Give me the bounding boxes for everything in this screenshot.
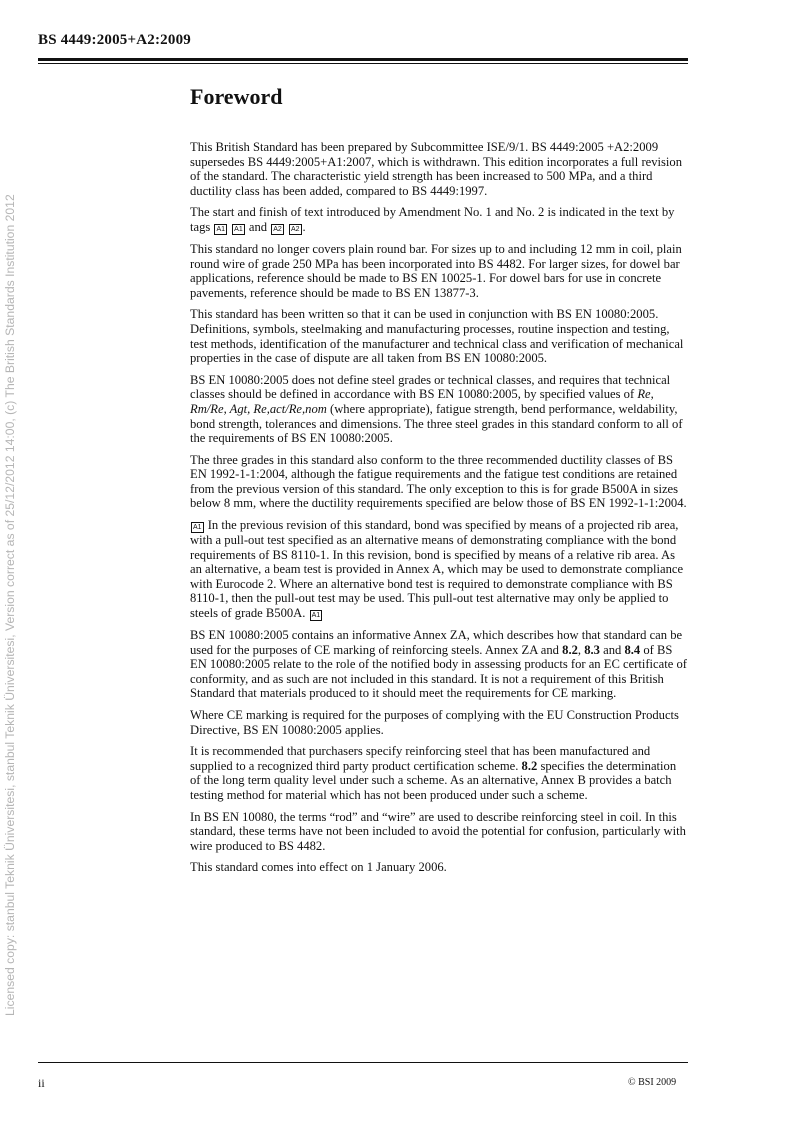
clause-ref: 8.2: [521, 758, 538, 773]
paragraph-6: The three grades in this standard also conform to the three recommended ductility classes of BS EN 1992-1-1:2004, although the fatigue requirements and the fatigue test conditions are retained from the previous version of this standard. The only exception to this is for grade B500A in sizes below 8 mm, where the ductility requirements specified are below those of BS EN 1992-1-1:2004.: [190, 452, 687, 511]
paragraph-10: [190, 744, 688, 802]
a2-close-tag: A2: [290, 225, 300, 233]
a1-close-tag: A1: [234, 225, 243, 233]
paragraph-9: Where CE marking is required for the purposes of complying with the EU Construction Products Directive, BS EN 10080:2005 applies.: [190, 708, 679, 737]
clause-ref: 8.4: [624, 642, 641, 657]
header-rule-thick: [38, 58, 688, 61]
a1-open-tag: A1: [193, 524, 202, 532]
paragraph-1: This British Standard has been prepared by Subcommittee ISE/9/1. BS 4449:2005 +A2:2009 supersedes BS 4449:2005+A1:2007, which is withdrawn. This edition incorporates a full revision of the standard. The characteristic yield strength has been increased to 500 MPa, and a third ductility class has been added, compared to BS 4449:1997.: [190, 140, 683, 198]
paragraph-8-and: and: [603, 642, 622, 657]
page-title: Foreword: [190, 84, 283, 109]
footer-page-number: ii: [38, 1076, 45, 1090]
foreword-body: [190, 140, 688, 882]
clause-ref: 8.3: [584, 642, 600, 657]
paragraph-3: This standard no longer covers plain round bar. For sizes up to and including 12 mm in coil, plain round wire of grade 250 MPa has been incorporated into BS 4482. For larger sizes, for dowel bar applications, reference should be made to BS EN 10025-1. For dowel bars for use in concrete pavements, reference should be made to BS EN 13877-3.: [190, 241, 682, 300]
footer-rule: [38, 1062, 688, 1063]
paragraph-8: [190, 628, 688, 701]
license-watermark: Licensed copy: stanbul Teknik Üniversitesi, stanbul Teknik Üniversitesi, Version correct as of 25/12/2012 14:00, (c) The British Standards Institution 2012: [3, 194, 17, 1016]
paragraph-2-text: The start and finish of text introduced by Amendment No. 1 and No. 2 is indicated in the text by tags: [190, 205, 675, 234]
paragraph-10-text-a: It is recommended that purchasers specify reinforcing steel that has been manufactured and supplied to a recognized third party product certification scheme.: [190, 744, 651, 773]
paragraph-8-text-b: of BS EN 10080:2005 relate to the role of the notified body in assessing products for an EC certificate of conformity, and as such are not included in this standard. It is not a requirement of this British Standard that materials produced to it should meet the requirements for CE marking.: [190, 642, 687, 701]
header-standard-id: BS 4449:2005+A2:2009: [38, 32, 191, 48]
paragraph-11: In BS EN 10080, the terms “rod” and “wire” are used to describe reinforcing steel in coil. In this standard, these terms have not been included to avoid the potential for confusion, particularly with wire produced to BS 4482.: [190, 809, 686, 853]
paragraph-2: [190, 205, 688, 235]
paragraph-7: [190, 518, 688, 621]
a1-open-tag: A1: [216, 225, 226, 233]
a2-open-tag: A2: [273, 225, 282, 233]
paragraph-8-text-a: BS EN 10080:2005 contains an informative Annex ZA, which describes how that standard can be used for the purposes of CE marking of reinforcing steels. Annex ZA and: [190, 628, 683, 657]
paragraph-7-text: In the previous revision of this standard, bond was specified by means of a projected rib area, with a pull-out test specified as an alternative means of demonstrating compliance with the bond requirements of BS 8110-1. In this revision, bond is specified by means of a relative rib area. As an alternative, a beam test is provided in Annex A, which may be used to demonstrate compliance with Eurocode 2. Where an alternative bond test is required to demonstrate compliance with BS 8110-1, then the pull-out test may be used. This pull-out test alternative may only be applied to steels of grade B500A.: [190, 518, 684, 621]
footer-copyright: © BSI 2009: [628, 1077, 677, 1088]
paragraph-2-and: and: [248, 219, 268, 234]
paragraph-8-comma: ,: [577, 642, 582, 657]
a1-close-tag: A1: [311, 612, 321, 620]
paragraph-5-symbols: Re, Rm/Re, Agt, Re,act/Re,nom: [190, 387, 654, 416]
paragraph-5-text-a: BS EN 10080:2005 does not define steel grades or technical classes, and requires that technical classes should be defined in accordance with BS EN 10080:2005, by specified values of: [190, 372, 671, 402]
paragraph-5: [190, 373, 688, 446]
paragraph-5-text-b: (where appropriate), fatigue strength, bend performance, weldability, bond strength, tolerances and dimensions. The three steel grades in this standard conform to all of the requirements of BS EN 10080:2005.: [190, 401, 683, 446]
header-rule-thin: [38, 63, 688, 64]
paragraph-2-end: .: [302, 219, 306, 234]
paragraph-10-text-b: specifies the determination of the long term quality level under such a scheme. As an alternative, Annex B provides a batch testing method for material which has not been produced under such a scheme.: [190, 758, 677, 802]
paragraph-4: This standard has been written so that it can be used in conjunction with BS EN 10080:2005. Definitions, symbols, steelmaking and manufacturing processes, routine inspection and testing, test methods, identification of the manufacturer and technical class and verification of mechanical properties in the case of dispute are all taken from BS EN 10080:2005.: [190, 307, 684, 366]
clause-ref: 8.2: [562, 642, 578, 657]
paragraph-12: This standard comes into effect on 1 January 2006.: [190, 860, 447, 875]
